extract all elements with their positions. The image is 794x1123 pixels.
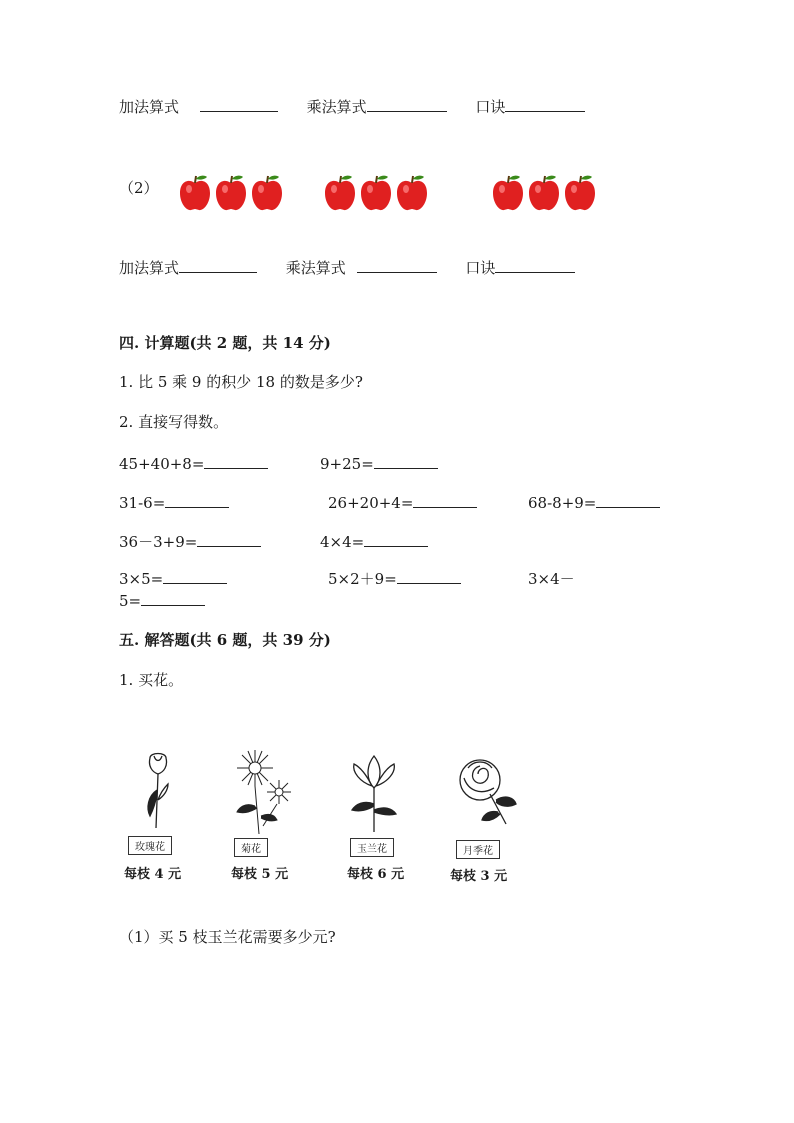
row1-verse-label: 口诀 [475, 98, 506, 116]
row2-mul-label: 乘法算式 [285, 259, 346, 277]
calc-d3b-expr: 5= [119, 592, 142, 610]
apple-icon [359, 174, 393, 212]
rose-icon [138, 750, 178, 830]
china-rose-icon [450, 750, 520, 830]
chrysanthemum-icon [233, 746, 295, 836]
apple-icon [178, 174, 212, 212]
calc-d3-continued [119, 591, 205, 611]
calc-b2-expr: 26+20+4= [328, 494, 414, 512]
answer-blank[interactable] [413, 493, 477, 508]
q5-1-sub1: （1）买 5 枝玉兰花需要多少元? [119, 928, 336, 946]
apple-group-3 [491, 174, 597, 212]
calc-d2 [328, 569, 461, 589]
apple-icon [395, 174, 429, 212]
apple-icon [323, 174, 357, 212]
answer-blank[interactable] [204, 454, 268, 469]
answer-blank[interactable] [197, 532, 261, 547]
q5-1: 1. 买花。 [119, 671, 184, 689]
q4-2: 2. 直接写得数。 [119, 413, 229, 431]
calc-c1 [119, 532, 261, 552]
flower-price: 每枝 6 元 [347, 867, 405, 882]
calc-d2-expr: 5×2＋9= [328, 570, 397, 588]
calc-b1 [119, 493, 229, 513]
apple-icon [563, 174, 597, 212]
magnolia-icon [346, 750, 402, 834]
calc-d1 [119, 569, 227, 589]
answer-blank[interactable] [163, 569, 227, 584]
apple-icon [491, 174, 525, 212]
flower-price: 每枝 5 元 [231, 867, 289, 882]
flower-shop-illustration [118, 740, 528, 890]
row1-mul-label: 乘法算式 [306, 98, 367, 116]
row2-verse-label: 口诀 [465, 259, 496, 277]
answer-blank[interactable] [364, 532, 428, 547]
flower-price: 每枝 3 元 [450, 869, 508, 884]
answer-blank[interactable] [200, 97, 278, 112]
calc-c1-expr: 36－3+9= [119, 533, 198, 551]
answer-blank[interactable] [367, 97, 447, 112]
calc-b2 [328, 493, 477, 513]
section4-title: 四. 计算题(共 2 题，共 14 分) [119, 334, 331, 352]
flower-name-label: 玫瑰花 [128, 836, 172, 855]
calc-d1-expr: 3×5= [119, 570, 164, 588]
apple-icon [527, 174, 561, 212]
calc-a1 [119, 454, 268, 474]
calc-b3-expr: 68-8+9= [528, 494, 597, 512]
q4-1: 1. 比 5 乘 9 的积少 18 的数是多少? [119, 373, 363, 391]
section5-title: 五. 解答题(共 6 题，共 39 分) [119, 631, 331, 649]
answer-blank[interactable] [495, 258, 575, 273]
calc-c2-expr: 4×4= [320, 533, 365, 551]
apple-icon [214, 174, 248, 212]
answer-blank[interactable] [357, 258, 437, 273]
apple-group-2 [323, 174, 429, 212]
apple-icon [250, 174, 284, 212]
calc-b1-expr: 31-6= [119, 494, 166, 512]
calc-b3 [528, 493, 660, 513]
answer-blank[interactable] [141, 591, 205, 606]
calc-d3: 3×4－ [528, 570, 575, 588]
calc-c2 [320, 532, 428, 552]
calc-a2-expr: 9+25= [320, 455, 374, 473]
row1 [119, 97, 585, 117]
answer-blank[interactable] [374, 454, 438, 469]
calc-a2 [320, 454, 438, 474]
flower-name-label: 月季花 [456, 840, 500, 859]
answer-blank[interactable] [165, 493, 229, 508]
flower-price: 每枝 4 元 [124, 867, 182, 882]
answer-blank[interactable] [505, 97, 585, 112]
apple-group-1 [178, 174, 284, 212]
q2-label: （2） [119, 179, 159, 197]
answer-blank[interactable] [397, 569, 461, 584]
row2 [119, 258, 575, 278]
calc-a1-expr: 45+40+8= [119, 455, 205, 473]
answer-blank[interactable] [179, 258, 257, 273]
flower-name-label: 菊花 [234, 838, 268, 857]
row2-add-label: 加法算式 [119, 259, 180, 277]
flower-name-label: 玉兰花 [350, 838, 394, 857]
row1-add-label: 加法算式 [119, 98, 180, 116]
answer-blank[interactable] [596, 493, 660, 508]
